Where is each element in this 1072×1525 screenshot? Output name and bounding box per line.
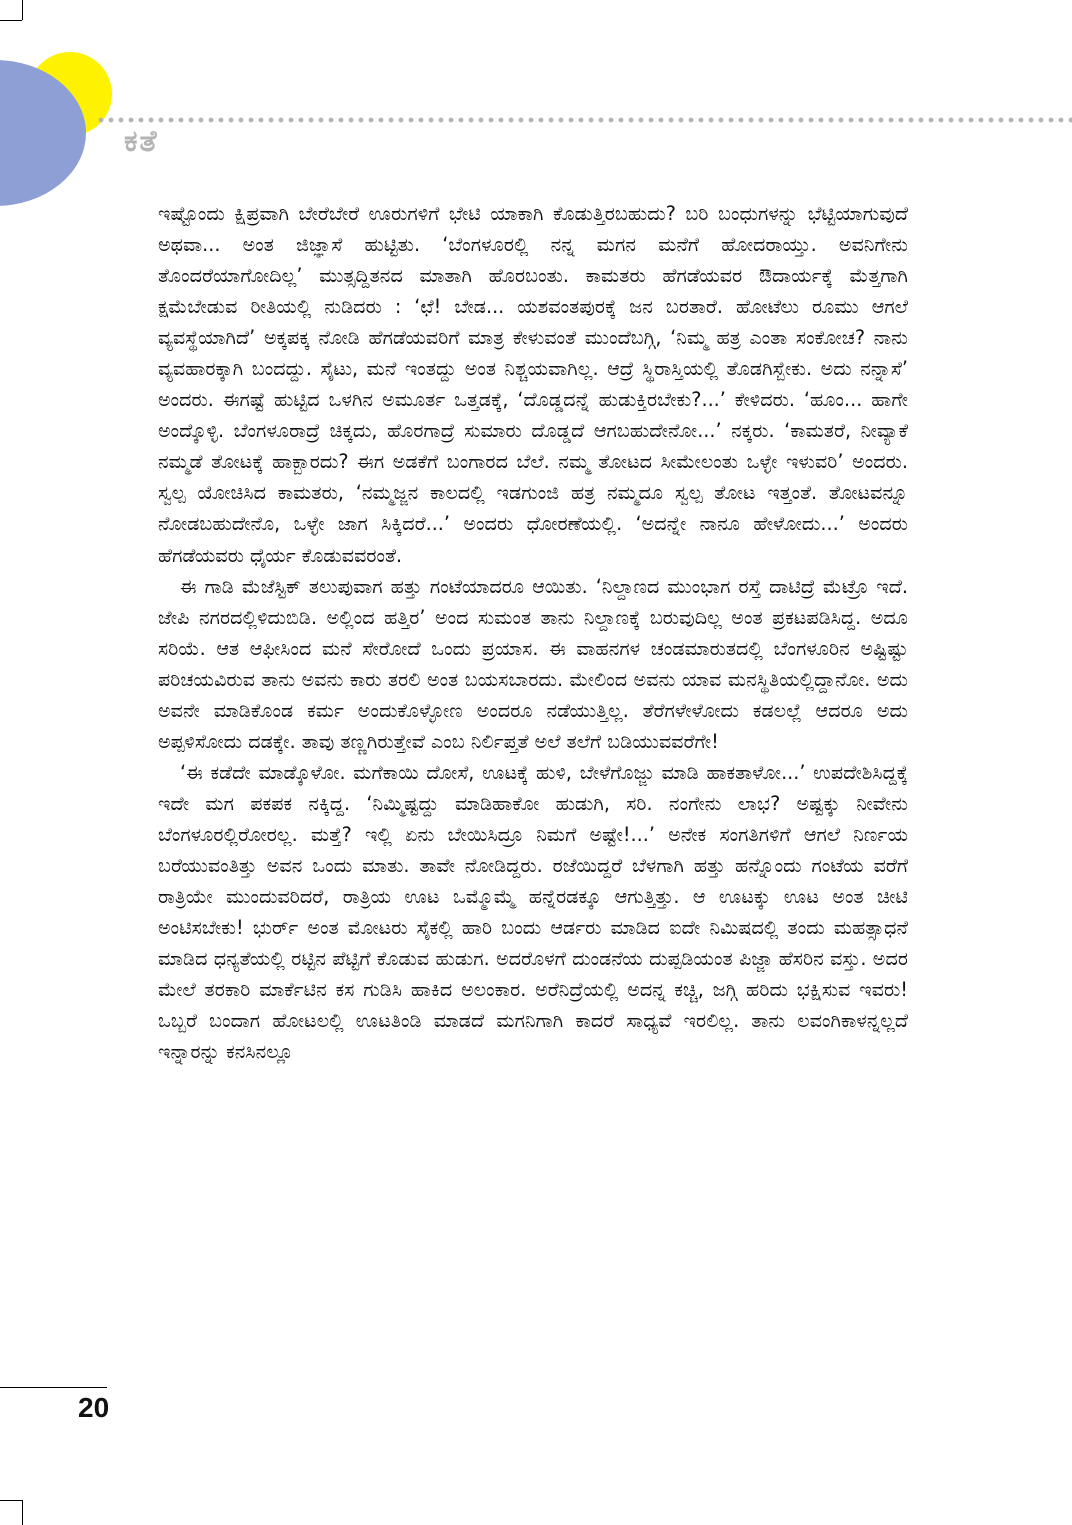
page-number-rule [0, 1387, 107, 1388]
decorative-circles [0, 0, 120, 210]
story-body [158, 198, 908, 1067]
story-paragraph: ‘ಈ ಕಡೆದೇ ಮಾಡ್ಕೊಳೋ. ಮಗೆಕಾಯಿ ದೋಸೆ, ಊಟಕ್ಕೆ ಹುಳಿ, ಬೇಳೆಗೊಜ್ಜು ಮಾಡಿ ಹಾಕತಾಳೋ...’ ಉಪದೇಶಿಸಿದ್ದಕ್ಕೆ ಇದೇ ಮಗ ಪಕಪಕ ನಕ್ಕಿದ್ದ. ‘ನಿಮ್ಮಿಷ್ಟದ್ದು ಮಾಡಿಹಾಕೋ ಹುಡುಗಿ, ಸರಿ. ನಂಗೇನು ಲಾಭ? ಅಷ್ಟಕ್ಕು ನೀವೇನು ಬೆಂಗಳೂರಲ್ಲಿರೋರಲ್ಲ. ಮತ್ತೆ? ಇಲ್ಲಿ ಏನು ಬೇಯಿಸಿದ್ರೂ ನಿಮಗೆ ಅಷ್ಟೇ!...’ ಅನೇಕ ಸಂಗತಿಗಳಿಗೆ ಆಗಲೆ ನಿರ್ಣಯ ಬರೆಯುವಂತಿತ್ತು ಅವನ ಒಂದು ಮಾತು. ತಾವೇ ನೋಡಿದ್ದರು. ರಜೆಯಿದ್ದರೆ ಬೆಳಗಾಗಿ ಹತ್ತು ಹನ್ನೊಂದು ಗಂಟೆಯ ವರೆಗೆ ರಾತ್ರಿಯೇ ಮುಂದುವರಿದರೆ, ರಾತ್ರಿಯ ಊಟ ಒಮ್ಮೊಮ್ಮೆ ಹನ್ನೆರಡಕ್ಕೂ ಆಗುತ್ತಿತ್ತು. ಆ ಊಟಕ್ಕು ಊಟ ಅಂತ ಚೀಟಿ ಅಂಟಿಸಬೇಕು! ಭುರ್ರ್ ಅಂತ ಮೋಟರು ಸೈಕಲ್ಲಿ ಹಾರಿ ಬಂದು ಆರ್ಡರು ಮಾಡಿದ ಐದೇ ನಿಮಿಷದಲ್ಲಿ ತಂದು ಮಹತ್ಸಾಧನೆ ಮಾಡಿದ ಧನ್ಯತೆಯಲ್ಲಿ ರಟ್ಟಿನ ಪೆಟ್ಟಿಗೆ ಕೊಡುವ ಹುಡುಗ. ಅದರೊಳಗೆ ದುಂಡನೆಯ ದುಪ್ಪಡಿಯಂತ ಪಿಜ್ಜಾ ಹೆಸರಿನ ವಸ್ತು. ಅದರ ಮೇಲೆ ತರಕಾರಿ ಮಾರ್ಕೆಟಿನ ಕಸ ಗುಡಿಸಿ ಹಾಕಿದ ಅಲಂಕಾರ. ಅರೆನಿದ್ರೆಯಲ್ಲಿ ಅದನ್ನ ಕಚ್ಚಿ, ಜಗ್ಗಿ ಹರಿದು ಭಕ್ಷಿಸುವ ಇವರು! ಒಬ್ಬರೆ ಬಂದಾಗ ಹೋಟಲಲ್ಲಿ ಊಟತಿಂಡಿ ಮಾಡದೆ ಮಗನಿಗಾಗಿ ಕಾದರೆ ಸಾಧ್ಯವೆ ಇರಲಿಲ್ಲ. ತಾನು ಲವಂಗಿಕಾಳನ್ನಲ್ಲದೆ ಇನ್ನಾರನ್ನು ಕನಸಿನಲ್ಲೂ [158, 760, 908, 1064]
page-number: 20 [78, 1392, 110, 1423]
story-paragraph: ಈ ಗಾಡಿ ಮೆಜೆಸ್ಟಿಕ್ ತಲುಪುವಾಗ ಹತ್ತು ಗಂಟೆಯಾದರೂ ಆಯಿತು. ‘ನಿಲ್ದಾಣದ ಮುಂಭಾಗ ರಸ್ತೆ ದಾಟಿದ್ರೆ ಮೆಟ್ರೊ ಇದೆ. ಜೇಪಿ ನಗರದಲ್ಲಿಳಿದುಬಿಡಿ. ಅಲ್ಲಿಂದ ಹತ್ತಿರ’ ಅಂದ ಸುಮಂತ ತಾನು ನಿಲ್ದಾಣಕ್ಕೆ ಬರುವುದಿಲ್ಲ ಅಂತ ಪ್ರಕಟಪಡಿಸಿದ್ದ. ಅದೂ ಸರಿಯೆ. ಆತ ಆಫೀಸಿಂದ ಮನೆ ಸೇರೋದೆ ಒಂದು ಪ್ರಯಾಸ. ಈ ವಾಹನಗಳ ಚಂಡಮಾರುತದಲ್ಲಿ ಬೆಂಗಳೂರಿನ ಅಷ್ಟಿಷ್ಟು ಪರಿಚಯವಿರುವ ತಾನು ಅವನು ಕಾರು ತರಲಿ ಅಂತ ಬಯಸಬಾರದು. ಮೇಲಿಂದ ಅವನು ಯಾವ ಮನಸ್ಥಿತಿಯಲ್ಲಿದ್ದಾನೋ. ಅದು ಅವನೇ ಮಾಡಿಕೊಂಡ ಕರ್ಮ ಅಂದುಕೊಳ್ಳೋಣ ಅಂದರೂ ನಡೆಯುತ್ತಿಲ್ಲ. ತೆರೆಗಳೇಳೋದು ಕಡಲಲ್ಲೆ ಆದರೂ ಅದು ಅಪ್ಪಳಿಸೋದು ದಡಕ್ಕೇ. ತಾವು ತಣ್ಣಗಿರುತ್ತೇವೆ ಎಂಬ ನಿರ್ಲಿಪ್ತತೆ ಅಲೆ ತಲೆಗೆ ಬಡಿಯುವವರೆಗೇ! [158, 574, 908, 753]
story-paragraph: ಇಷ್ಟೊಂದು ಕ್ಷಿಪ್ರವಾಗಿ ಬೇರೆಬೇರೆ ಊರುಗಳಿಗೆ ಭೇಟಿ ಯಾಕಾಗಿ ಕೊಡುತ್ತಿರಬಹುದು? ಬರಿ ಬಂಧುಗಳನ್ನು ಭೆಟ್ಟಿಯಾಗುವುದೆ ಅಥವಾ... ಅಂತ ಜಿಜ್ಞಾಸೆ ಹುಟ್ಟಿತು. ‘ಬೆಂಗಳೂರಲ್ಲಿ ನನ್ನ ಮಗನ ಮನೆಗೆ ಹೋದರಾಯ್ತು. ಅವನಿಗೇನು ತೊಂದರೆಯಾಗೋದಿಲ್ಲ’ ಮುತ್ಸದ್ದಿತನದ ಮಾತಾಗಿ ಹೊರಬಂತು. ಕಾಮತರು ಹೆಗಡೆಯವರ ಔದಾರ್ಯಕ್ಕೆ ಮೆತ್ತಗಾಗಿ ಕ್ಷಮೆಬೇಡುವ ರೀತಿಯಲ್ಲಿ ನುಡಿದರು : ‘ಛೆ! ಬೇಡ... ಯಶವಂತಪುರಕ್ಕೆ ಜನ ಬರತಾರೆ. ಹೋಟೆಲು ರೂಮು ಆಗಲೆ ವ್ಯವಸ್ಥೆಯಾಗಿದೆ’ ಅಕ್ಕಪಕ್ಕ ನೋಡಿ ಹೆಗಡೆಯವರಿಗೆ ಮಾತ್ರ ಕೇಳುವಂತೆ ಮುಂದೆಬಗ್ಗಿ, ‘ನಿಮ್ಮ ಹತ್ರ ಎಂತಾ ಸಂಕೋಚ? ನಾನು ವ್ಯವಹಾರಕ್ಕಾಗಿ ಬಂದದ್ದು. ಸೈಟು, ಮನೆ ಇಂತದ್ದು ಅಂತ ನಿಶ್ಚಯವಾಗಿಲ್ಲ. ಆದ್ರೆ ಸ್ಥಿರಾಸ್ತಿಯಲ್ಲಿ ತೊಡಗಿಸ್ಬೇಕು. ಅದು ನನ್ನಾಸೆ’ ಅಂದರು. ಈಗಷ್ಟೆ ಹುಟ್ಟಿದ ಒಳಗಿನ ಅಮೂರ್ತ ಒತ್ತಡಕ್ಕೆ, ‘ದೊಡ್ಡದನ್ನೆ ಹುಡುಕ್ತಿರಬೇಕು?...’ ಕೇಳಿದರು. ‘ಹೂಂ... ಹಾಗೇ ಅಂದ್ಕೊಳ್ಳಿ. ಬೆಂಗಳೂರಾದ್ರೆ ಚಿಕ್ಕದು, ಹೊರಗಾದ್ರೆ ಸುಮಾರು ದೊಡ್ಡದೆ ಆಗಬಹುದೇನೋ...’ ನಕ್ಕರು. ‘ಕಾಮತರೆ, ನೀವ್ಯಾಕೆ ನಮ್ಮಡೆ ತೋಟಕ್ಕೆ ಹಾಕ್ಬಾರದು? ಈಗ ಅಡಕೆಗೆ ಬಂಗಾರದ ಬೆಲೆ. ನಮ್ಮ ತೋಟದ ಸೀಮೇಲಂತು ಒಳ್ಳೇ ಇಳುವರಿ’ ಅಂದರು. ಸ್ವಲ್ಪ ಯೋಚಿಸಿದ ಕಾಮತರು, ‘ನಮ್ಮಜ್ಜನ ಕಾಲದಲ್ಲಿ ಇಡಗುಂಜಿ ಹತ್ರ ನಮ್ಮದೂ ಸ್ವಲ್ಪ ತೋಟ ಇತ್ತಂತೆ. ತೋಟವನ್ನೂ ನೋಡಬಹುದೇನೊ, ಒಳ್ಳೇ ಜಾಗ ಸಿಕ್ಕಿದರೆ...’ ಅಂದರು ಧೋರಣೆಯಲ್ಲಿ. ‘ಅದನ್ನೇ ನಾನೂ ಹೇಳೋದು...’ ಅಂದರು ಹೆಗಡೆಯವರು ಧೈರ್ಯ ಕೊಡುವವರಂತೆ. [158, 202, 908, 567]
crop-mark-bottom-left-vertical [22, 1500, 23, 1525]
crop-mark-bottom-left-horizontal [0, 1500, 22, 1501]
section-label: ಕತೆ [124, 124, 159, 159]
dotted-header-rule [96, 117, 1072, 123]
